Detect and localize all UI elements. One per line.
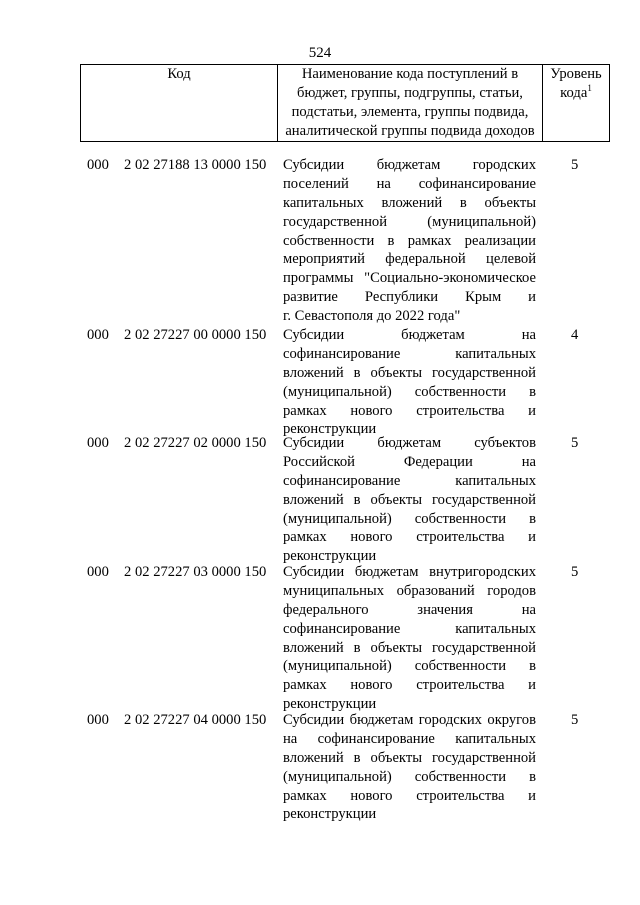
revenue-name-line: реконструкции <box>283 696 377 713</box>
header-name-line: бюджет, группы, подгруппы, статьи, <box>297 84 523 101</box>
revenue-name-line: (муниципальной) собственности в <box>283 510 536 527</box>
revenue-name-line: развитие Республики Крым и <box>283 289 536 306</box>
header-name-line: аналитической группы подвида доходов <box>285 122 535 139</box>
admin-code: 000 <box>87 564 109 580</box>
revenue-name-line: на софинансирование капитальных <box>283 730 536 747</box>
revenue-name-line: софинансирование капитальных <box>283 620 536 637</box>
revenue-name-line: капитальных вложений в объекты <box>283 194 536 211</box>
admin-code: 000 <box>87 712 109 728</box>
code-level: 5 <box>571 157 579 173</box>
admin-code: 000 <box>87 157 109 173</box>
footnote-marker: 1 <box>587 82 592 93</box>
revenue-name-line: Субсидии бюджетам городских округов <box>283 712 536 728</box>
revenue-name-line: мероприятий федеральной целевой <box>283 251 536 268</box>
revenue-name-line: софинансирование капитальных <box>283 345 536 362</box>
header-level-label: кода <box>560 84 588 101</box>
header-name-line: подстатьи, элемента, группы подвида, <box>291 103 529 120</box>
revenue-name-line: Субсидии бюджетам внутригородских <box>283 564 536 580</box>
code-level: 5 <box>571 564 579 580</box>
revenue-name-line: вложений в объекты государственной <box>283 364 536 381</box>
code-level: 4 <box>571 327 579 343</box>
revenue-name-line: (муниципальной) собственности в <box>283 383 536 400</box>
revenue-name-line: Субсидии бюджетам городских <box>283 157 536 173</box>
header-level-line <box>543 84 609 103</box>
revenue-code: 2 02 27227 02 0000 150 <box>124 435 267 451</box>
revenue-name <box>283 156 536 326</box>
code-level: 5 <box>571 435 579 451</box>
header-name <box>278 65 543 142</box>
revenue-name-line: поселений на софинансирование <box>283 175 536 192</box>
header-code <box>81 65 278 142</box>
revenue-name-line: рамках нового строительства и <box>283 677 536 694</box>
revenue-name-line: Субсидии бюджетам субъектов <box>283 435 536 451</box>
revenue-name-line: собственности в рамках реализации <box>283 232 536 249</box>
table-header <box>80 64 610 142</box>
header-level <box>543 65 610 142</box>
revenue-name-line: реконструкции <box>283 806 377 823</box>
revenue-name-line: программы "Социально-экономическое <box>283 270 536 287</box>
revenue-name-line: г. Севастополя до 2022 года" <box>283 308 461 325</box>
revenue-name-line: реконструкции <box>283 421 377 438</box>
revenue-name-line: рамках нового строительства и <box>283 787 536 804</box>
revenue-name-line: рамках нового строительства и <box>283 402 536 419</box>
revenue-name-line: (муниципальной) собственности в <box>283 768 536 785</box>
header-code-label: Код <box>167 66 191 82</box>
revenue-name-line: Субсидии бюджетам на <box>283 327 536 343</box>
admin-code: 000 <box>87 327 109 343</box>
revenue-name <box>283 434 536 566</box>
revenue-name <box>283 326 536 439</box>
code-level: 5 <box>571 712 579 728</box>
admin-code: 000 <box>87 435 109 451</box>
revenue-name-line: вложений в объекты государственной <box>283 749 536 766</box>
revenue-name <box>283 711 536 824</box>
header-level-line: Уровень <box>550 66 602 82</box>
header-name-line: Наименование кода поступлений в <box>301 66 519 82</box>
revenue-code: 2 02 27227 03 0000 150 <box>124 564 267 580</box>
revenue-name-line: (муниципальной) собственности в <box>283 658 536 675</box>
revenue-name-line: вложений в объекты государственной <box>283 491 536 508</box>
revenue-code: 2 02 27188 13 0000 150 <box>124 157 267 173</box>
revenue-name-line: рамках нового строительства и <box>283 529 536 546</box>
revenue-name-line: софинансирование капитальных <box>283 472 536 489</box>
revenue-code: 2 02 27227 04 0000 150 <box>124 712 267 728</box>
revenue-name-line: Российской Федерации на <box>283 453 536 470</box>
revenue-code: 2 02 27227 00 0000 150 <box>124 327 267 343</box>
page-number: 524 <box>308 45 332 61</box>
revenue-name-line: вложений в объекты государственной <box>283 639 536 656</box>
revenue-name-line: реконструкции <box>283 548 377 565</box>
revenue-name <box>283 563 536 714</box>
revenue-name-line: государственной (муниципальной) <box>283 213 536 230</box>
revenue-name-line: муниципальных образований городов <box>283 582 536 599</box>
revenue-name-line: федерального значения на <box>283 601 536 618</box>
